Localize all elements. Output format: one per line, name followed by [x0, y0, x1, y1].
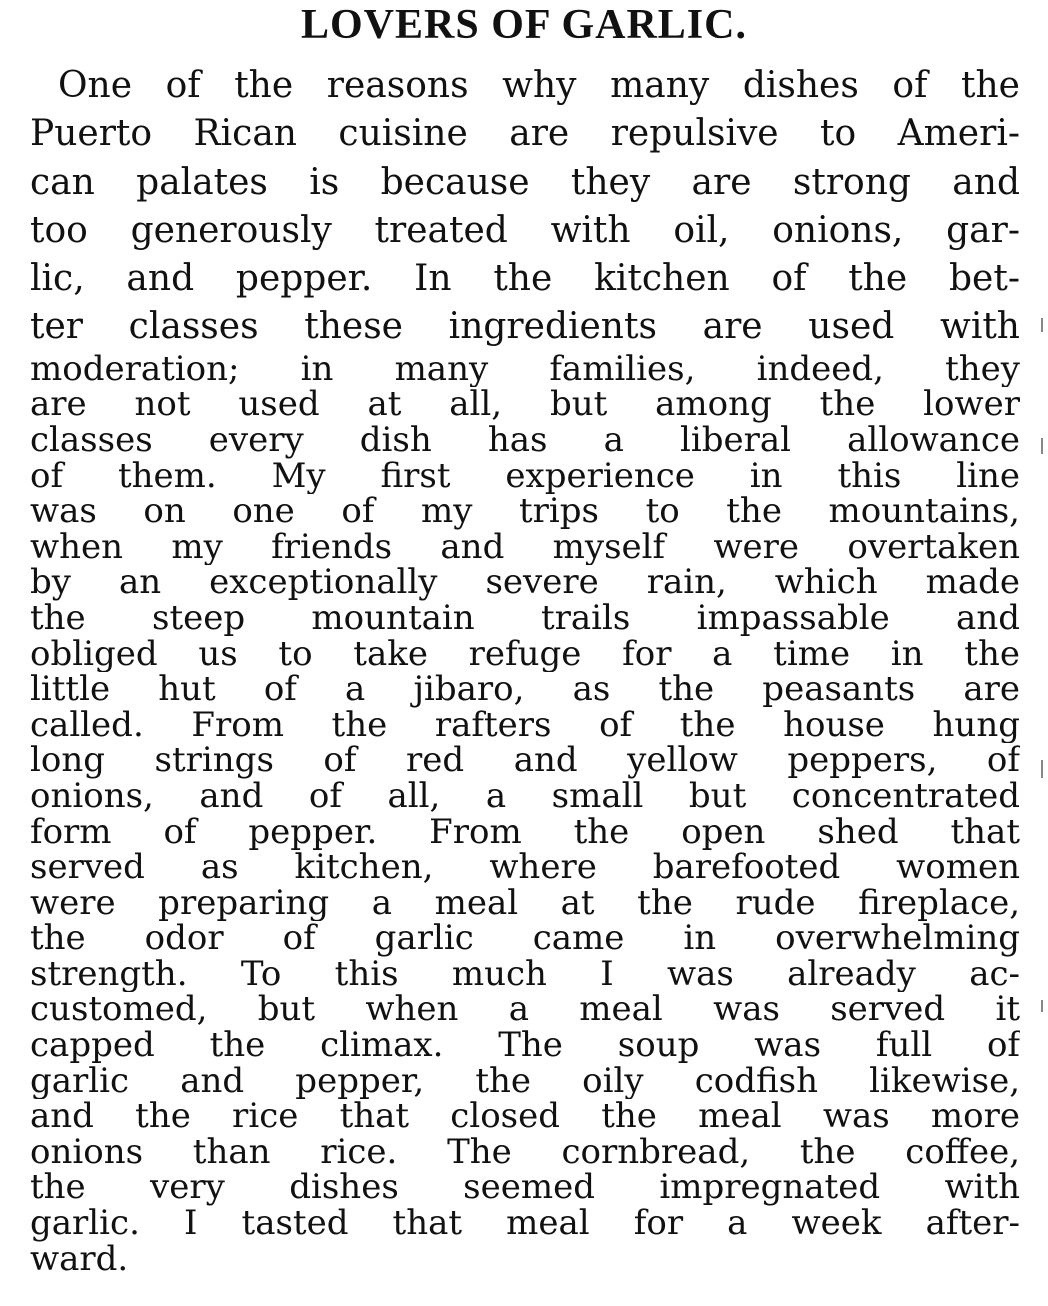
text-line: garlic. I tasted that meal for a week after- [30, 1206, 1020, 1242]
text-line: One of the reasons why many dishes of the [58, 65, 1020, 106]
text-line: can palates is because they are strong and [30, 161, 1020, 203]
text-line: ward. [30, 1241, 129, 1278]
text-line: little hut of a jibaro, as the peasants are [30, 672, 1020, 708]
text-line: customed, but when a meal was served it [30, 992, 1020, 1029]
text-line: of them. My first experience in this line [30, 458, 1020, 495]
text-line: form of pepper. From the open shed that [30, 814, 1020, 851]
text-line: onions, and of all, a small but concentrated [30, 778, 1020, 815]
text-line: lic, and pepper. In the kitchen of the bet- [30, 258, 1020, 300]
text-line: garlic and pepper, the oily codfish likewise, [30, 1063, 1020, 1100]
text-line: long strings of red and yellow peppers, of [30, 743, 1020, 779]
headline: LOVERS OF GARLIC. [300, 2, 747, 48]
article-paragraph-lower [30, 352, 1020, 1277]
text-line: classes every dish has a liberal allowance [30, 422, 1020, 459]
text-line: are not used at all, but among the lower [30, 387, 1020, 423]
text-line: the odor of garlic came in overwhelming [30, 921, 1020, 957]
column-rule-mark [1041, 318, 1043, 332]
text-line: strength. To this much I was already ac- [30, 956, 1020, 993]
text-line: onions than rice. The cornbread, the coffee, [30, 1134, 1020, 1171]
column-rule-mark [1041, 760, 1043, 778]
text-line: called. From the rafters of the house hung [30, 707, 1020, 744]
column-rule-mark [1041, 438, 1043, 454]
text-line: moderation; in many families, indeed, they [30, 351, 1020, 388]
article-body [30, 62, 1020, 1277]
column-rule-mark [1041, 1000, 1043, 1012]
text-line: the very dishes seemed impregnated with [30, 1170, 1020, 1207]
text-line: obliged us to take refuge for a time in the [30, 636, 1020, 673]
text-line: by an exceptionally severe rain, which made [30, 565, 1020, 601]
text-line: the steep mountain trails impassable and [30, 600, 1020, 637]
text-line: ter classes these ingredients are used with [30, 306, 1020, 348]
text-line: was on one of my trips to the mountains, [30, 494, 1020, 530]
text-line: Puerto Rican cuisine are repulsive to Ameri- [30, 113, 1020, 155]
text-line: served as kitchen, where barefooted women [30, 850, 1020, 886]
text-line: and the rice that closed the meal was more [30, 1099, 1020, 1135]
article-paragraph-upper [30, 62, 1020, 352]
text-line: were preparing a meal at the rude fireplace, [30, 885, 1020, 922]
text-line: when my friends and myself were overtaken [30, 529, 1020, 566]
text-line: too generously treated with oil, onions, gar- [30, 209, 1020, 251]
text-line: capped the climax. The soup was full of [30, 1028, 1020, 1064]
